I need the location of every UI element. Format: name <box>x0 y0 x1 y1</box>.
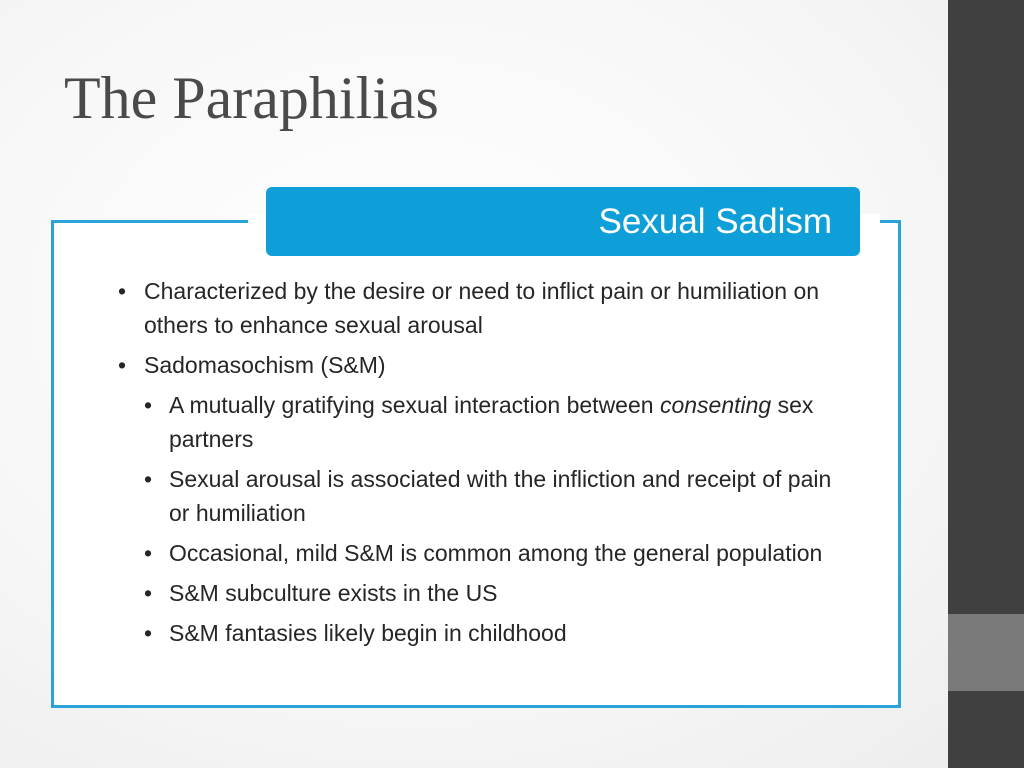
section-header: Sexual Sadism <box>266 187 860 256</box>
sub-bullet-item: • Sexual arousal is associated with the infliction and receipt of pain or humiliation <box>144 462 848 530</box>
bullet-text: sex partners <box>169 392 814 452</box>
emphasized-text: consenting <box>659 392 772 418</box>
sidebar-accent-block <box>948 614 1024 691</box>
sub-bullet-item: • S&M fantasies likely begin in childhood <box>144 616 848 650</box>
bullet-list <box>118 274 848 650</box>
sub-bullet-item: • Occasional, mild S&M is common among the general population <box>144 536 848 570</box>
sub-bullet-item: • S&M subculture exists in the US <box>144 576 848 610</box>
sub-bullet-item <box>144 388 848 456</box>
bullet-item: • Characterized by the desire or need to inflict pain or humiliation on others to enhance sexual arousal <box>118 274 848 342</box>
bullet-item: • Sadomasochism (S&M) <box>118 348 848 382</box>
slide-title: The Paraphilias <box>64 65 439 131</box>
bullet-text: A mutually gratifying sexual interaction between <box>169 392 660 418</box>
